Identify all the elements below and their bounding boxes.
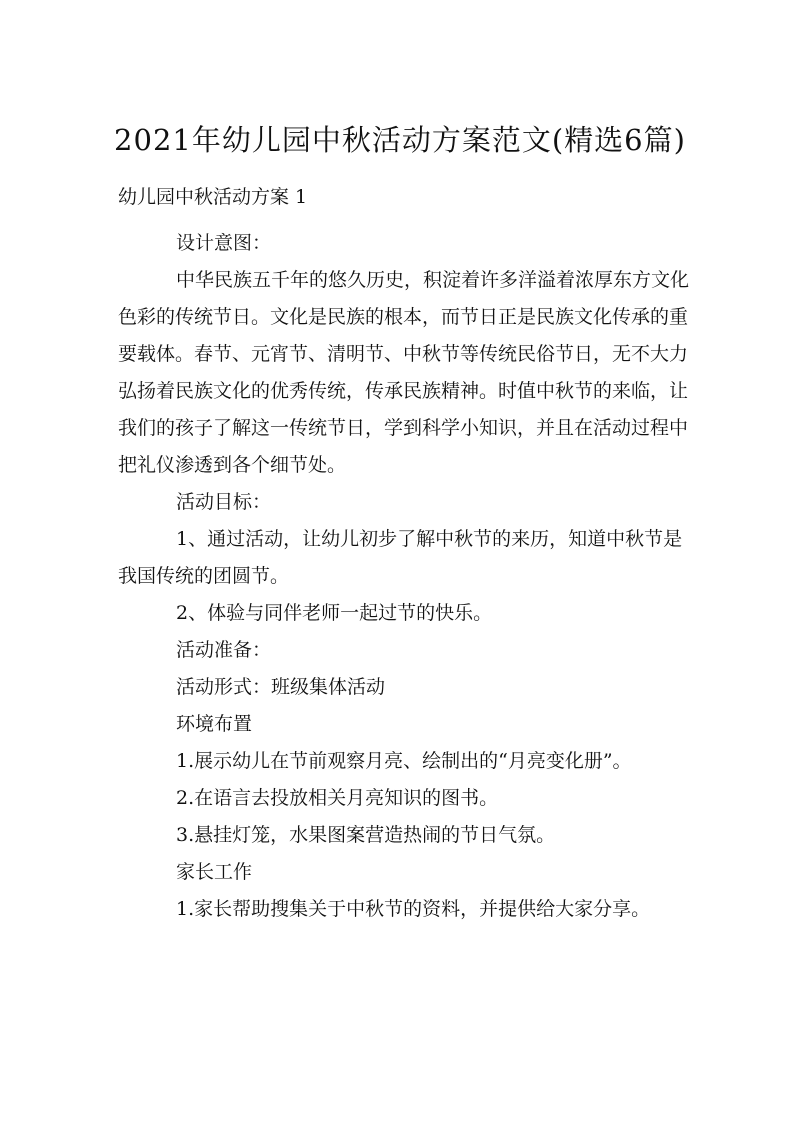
paragraph-line: 我国传统的团圆节。 <box>118 565 290 587</box>
section-heading: 幼儿园中秋活动方案 1 <box>118 186 308 208</box>
paragraph-line: 要载体。春节、元宵节、清明节、中秋节等传统民俗节日，无不大力 <box>118 343 689 365</box>
paragraph-line: 中华民族五千年的悠久历史，积淀着许多洋溢着浓厚东方文化 <box>176 269 690 291</box>
paragraph-line: 2、体验与同伴老师一起过节的快乐。 <box>176 602 493 624</box>
paragraph-line: 1.展示幼儿在节前观察月亮、绘制出的“月亮变化册”。 <box>176 750 632 772</box>
paragraph-line: 色彩的传统节日。文化是民族的根本，而节日正是民族文化传承的重 <box>118 306 689 328</box>
document-title: 2021年幼儿园中秋活动方案范文(精选6篇) <box>114 123 686 157</box>
paragraph-line: 1.家长帮助搜集关于中秋节的资料，并提供给大家分享。 <box>176 898 651 920</box>
paragraph-line: 活动目标： <box>176 491 272 513</box>
paragraph-line: 环境布置 <box>176 713 253 735</box>
paragraph-line: 把礼仪渗透到各个细节处。 <box>118 454 347 476</box>
paragraph-line: 设计意图： <box>176 232 272 254</box>
paragraph-line: 1、通过活动，让幼儿初步了解中秋节的来历，知道中秋节是 <box>176 528 683 550</box>
paragraph-line: 3.悬挂灯笼，水果图案营造热闹的节日气氛。 <box>176 824 556 846</box>
paragraph-line: 活动准备： <box>176 639 272 661</box>
paragraph-line: 我们的孩子了解这一传统节日，学到科学小知识，并且在活动过程中 <box>118 417 689 439</box>
paragraph-line: 弘扬着民族文化的优秀传统，传承民族精神。时值中秋节的来临，让 <box>118 380 689 402</box>
paragraph-line: 2.在语言去投放相关月亮知识的图书。 <box>176 787 499 809</box>
paragraph-line: 家长工作 <box>176 861 253 883</box>
paragraph-line: 活动形式：班级集体活动 <box>176 676 386 698</box>
